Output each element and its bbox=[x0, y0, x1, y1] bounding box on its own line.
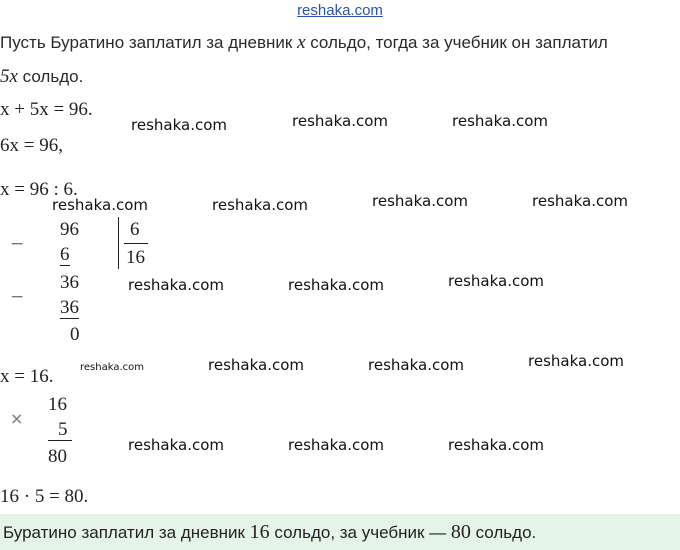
answer-part-a: Буратино заплатил за дневник bbox=[3, 523, 250, 542]
watermark: reshaka.com bbox=[532, 192, 628, 210]
answer-part-b: сольдо, за учебник — bbox=[269, 523, 451, 542]
watermark: reshaka.com bbox=[452, 112, 548, 130]
division-subtrahend-2: 36 bbox=[60, 297, 79, 318]
intro-text-c: сольдо. bbox=[17, 67, 84, 86]
answer-text bbox=[3, 521, 536, 544]
watermark: reshaka.com bbox=[212, 196, 308, 214]
watermark: reshaka.com bbox=[131, 116, 227, 134]
division-remainder-1: 36 bbox=[60, 272, 79, 293]
multiplication-factor-b: 5 bbox=[48, 420, 72, 441]
division-minus-sign-2: − bbox=[10, 287, 25, 307]
division-dividend: 96 bbox=[60, 219, 79, 240]
division-divisor-line bbox=[124, 243, 148, 244]
watermark: reshaka.com bbox=[372, 192, 468, 210]
watermark: reshaka.com bbox=[128, 276, 224, 294]
watermark: reshaka.com bbox=[288, 436, 384, 454]
watermark: reshaka.com bbox=[448, 272, 544, 290]
division-subtrahend-1: 6 bbox=[60, 244, 70, 265]
watermark: reshaka.com bbox=[208, 356, 304, 374]
division-divisor: 6 bbox=[130, 219, 140, 240]
division-vertical-bar bbox=[118, 217, 119, 269]
multiplication-factor-a: 16 bbox=[48, 394, 67, 415]
intro-text-a: Пусть Буратино заплатил за дневник bbox=[0, 33, 298, 52]
watermark: reshaka.com bbox=[368, 356, 464, 374]
division-minus-sign-1: − bbox=[10, 234, 25, 254]
watermark: reshaka.com bbox=[52, 196, 148, 214]
equation-3: x = 96 : 6. bbox=[0, 179, 78, 200]
result-x: x = 16. bbox=[0, 366, 54, 387]
intro-line-2 bbox=[0, 66, 83, 88]
intro-text-b: сольдо, тогда за учебник он заплатил bbox=[305, 33, 608, 52]
watermark: reshaka.com bbox=[292, 112, 388, 130]
equation-2: 6x = 96, bbox=[0, 135, 63, 156]
product-equation: 16 · 5 = 80. bbox=[0, 486, 89, 507]
site-header-link[interactable]: reshaka.com bbox=[297, 2, 383, 19]
watermark: reshaka.com bbox=[448, 436, 544, 454]
watermark: reshaka.com bbox=[80, 362, 144, 373]
multiplication-product: 80 bbox=[48, 446, 67, 467]
intro-line-1 bbox=[0, 32, 608, 54]
intro-variable-5x: 5x bbox=[0, 66, 18, 87]
watermark: reshaka.com bbox=[288, 276, 384, 294]
watermark: reshaka.com bbox=[528, 352, 624, 370]
multiplication-sign: × bbox=[10, 409, 24, 428]
intro-variable-x: x bbox=[297, 32, 306, 53]
division-remainder-final: 0 bbox=[70, 324, 80, 345]
answer-part-c: сольдо. bbox=[470, 523, 537, 542]
watermark: reshaka.com bbox=[128, 436, 224, 454]
division-quotient: 16 bbox=[126, 247, 145, 268]
answer-value-textbook: 80 bbox=[450, 521, 471, 543]
answer-value-diary: 16 bbox=[249, 521, 270, 543]
equation-1: x + 5x = 96. bbox=[0, 99, 93, 120]
